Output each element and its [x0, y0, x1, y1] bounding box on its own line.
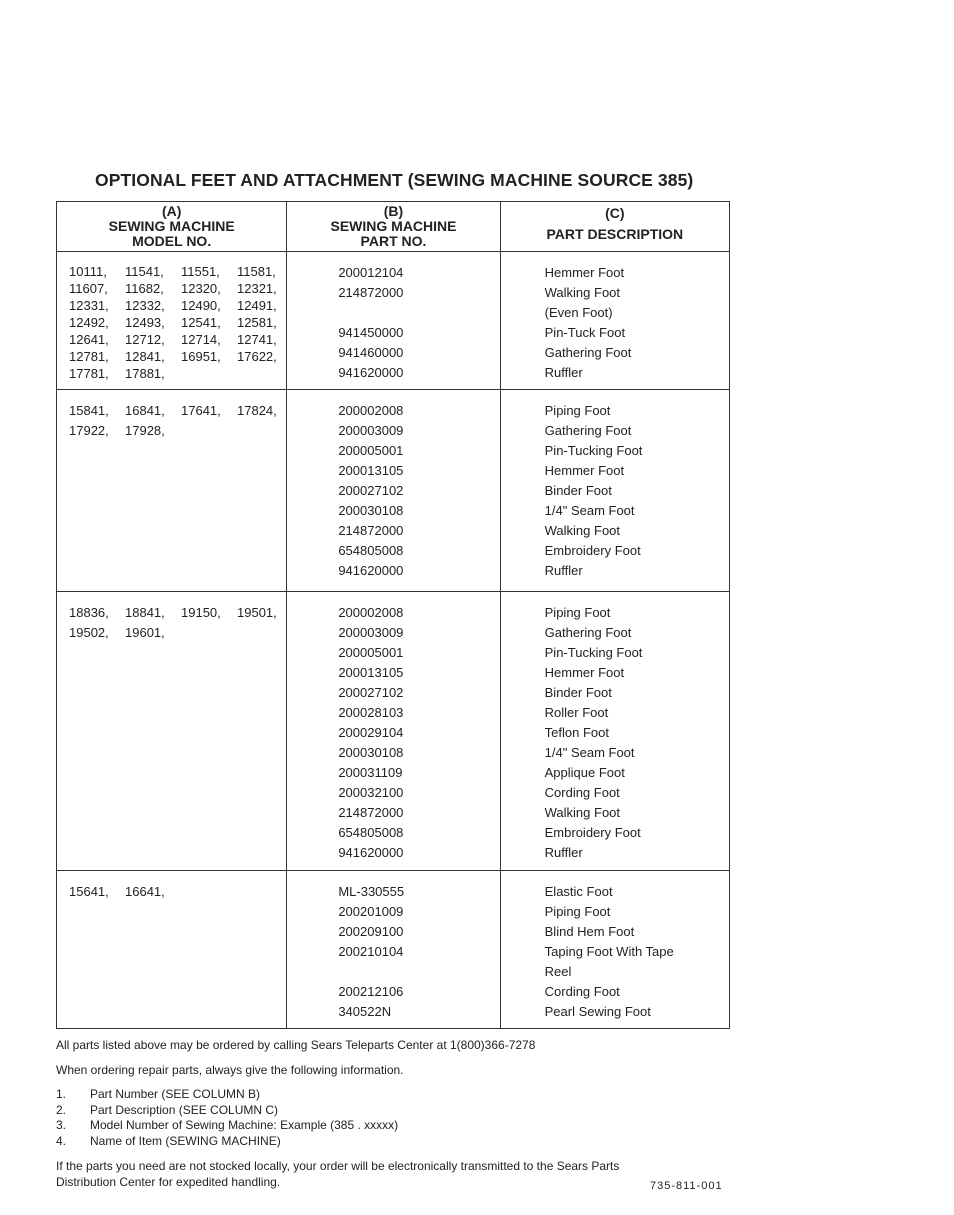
part-number: 200013105 — [338, 665, 404, 680]
model-number-list — [69, 603, 286, 643]
ordering-info-list — [56, 1087, 398, 1149]
document-number: 735-811-001 — [650, 1180, 723, 1192]
model-numbers-cell — [57, 592, 287, 871]
part-number — [338, 303, 499, 323]
part-number: 200027102 — [338, 685, 404, 700]
part-numbers-cell — [287, 390, 500, 592]
column-header-line: PART DESCRIPTION — [546, 225, 684, 242]
part-number: 200002008 — [338, 403, 404, 418]
part-description: Gathering Foot — [544, 345, 632, 360]
model-number: 17641, — [181, 403, 221, 418]
model-number: 12331, — [69, 298, 109, 313]
part-number: 200003009 — [338, 423, 404, 438]
part-description: Binder Foot — [544, 483, 612, 498]
info-intro-note: When ordering repair parts, always give the following information. — [56, 1063, 404, 1077]
column-header-letter: (C) — [605, 204, 625, 221]
column-header-letter: (B) — [383, 203, 404, 219]
model-number: 19150, — [181, 605, 221, 620]
column-header-line: SEWING MACHINE — [108, 218, 235, 234]
part-number: 200012104 — [338, 265, 404, 280]
part-description: Piping Foot — [544, 904, 611, 919]
part-description: Elastic Foot — [544, 884, 613, 899]
list-item — [56, 1103, 398, 1119]
part-number: 200027102 — [338, 483, 404, 498]
model-number: 11541, — [125, 264, 164, 279]
model-number: 12490, — [181, 298, 221, 313]
part-description: Gathering Foot — [544, 423, 632, 438]
part-description: Cording Foot — [544, 785, 620, 800]
part-number: 941620000 — [338, 845, 404, 860]
model-number: 10111, — [69, 264, 107, 279]
part-number: 200028103 — [338, 705, 404, 720]
model-number: 12332, — [125, 298, 165, 313]
part-number: 200210104 — [338, 944, 404, 959]
part-number: 941460000 — [338, 345, 404, 360]
list-item-text: Part Number (SEE COLUMN B) — [90, 1087, 261, 1101]
model-number: 19501, — [237, 605, 277, 620]
part-numbers-cell — [287, 592, 500, 871]
model-number: 18836, — [69, 605, 109, 620]
part-descriptions-cell — [500, 252, 729, 390]
model-number: 19502, — [69, 625, 109, 640]
part-number — [338, 962, 499, 982]
part-number: 654805008 — [338, 543, 404, 558]
part-number: 200032100 — [338, 785, 404, 800]
model-number: 12321, — [237, 281, 277, 296]
part-description: Embroidery Foot — [544, 543, 641, 558]
table-row — [57, 592, 730, 871]
list-item-number: 3. — [56, 1118, 67, 1132]
model-number: 12781, — [69, 349, 109, 364]
model-number: 17881, — [125, 366, 165, 381]
model-number: 12641, — [69, 332, 109, 347]
model-number: 12491, — [237, 298, 277, 313]
part-description: Pin-Tucking Foot — [544, 443, 643, 458]
model-number: 12841, — [125, 349, 165, 364]
order-phone-note: All parts listed above may be ordered by calling Sears Teleparts Center at 1(800)366-7278 — [56, 1038, 536, 1052]
list-item-number: 2. — [56, 1102, 67, 1117]
column-header-model — [57, 202, 287, 252]
part-description: Ruffler — [544, 365, 583, 380]
model-number: 12320, — [181, 281, 221, 296]
table-row — [57, 871, 730, 1029]
model-number: 18841, — [125, 605, 165, 620]
part-description: Walking Foot — [544, 805, 621, 820]
part-number: ML-330555 — [338, 884, 405, 899]
part-description: (Even Foot) — [544, 305, 613, 320]
list-item — [56, 1134, 398, 1150]
model-numbers-cell — [57, 390, 287, 592]
column-header-letter: (A) — [161, 203, 182, 219]
model-number-list — [69, 401, 286, 441]
stock-note-line-1: If the parts you need are not stocked locally, your order will be electronically transmitted to the Sears Parts — [56, 1159, 620, 1173]
part-number: 200030108 — [338, 745, 404, 760]
model-number: 16951, — [181, 349, 221, 364]
model-numbers-cell — [57, 871, 287, 1029]
parts-table — [56, 201, 730, 1029]
part-description: Piping Foot — [544, 403, 611, 418]
part-number: 200031109 — [338, 765, 403, 780]
part-description: Binder Foot — [544, 685, 612, 700]
part-description: Teflon Foot — [544, 725, 609, 740]
model-number: 16841, — [125, 403, 165, 418]
part-number: 200201009 — [338, 904, 404, 919]
model-number: 12493, — [125, 315, 165, 330]
part-description: Reel — [544, 964, 572, 979]
part-number: 340522N — [338, 1004, 392, 1019]
part-number: 941620000 — [338, 365, 404, 380]
part-description: Pin-Tucking Foot — [544, 645, 643, 660]
table-row — [57, 390, 730, 592]
model-number: 17928, — [125, 423, 165, 438]
part-description: Embroidery Foot — [544, 825, 641, 840]
part-description: Pin-Tuck Foot — [544, 325, 626, 340]
part-numbers-cell — [287, 252, 500, 390]
part-number: 941450000 — [338, 325, 404, 340]
column-header-description — [500, 202, 729, 252]
model-number: 15641, — [69, 884, 109, 899]
model-number: 11607, — [69, 281, 108, 296]
part-number: 200003009 — [338, 625, 404, 640]
part-descriptions-cell — [500, 390, 729, 592]
part-description: Roller Foot — [544, 705, 609, 720]
list-item — [56, 1118, 398, 1134]
list-item-text: Part Description (SEE COLUMN C) — [90, 1102, 279, 1117]
list-item-text: Model Number of Sewing Machine: Example (385 . xxxxx) — [90, 1118, 399, 1132]
model-number: 12541, — [181, 315, 221, 330]
page-title: OPTIONAL FEET AND ATTACHMENT (SEWING MACHINE SOURCE 385) — [95, 170, 694, 190]
model-number: 17824, — [237, 403, 277, 418]
part-number: 200005001 — [338, 443, 404, 458]
part-description: Piping Foot — [544, 605, 611, 620]
part-description: Hemmer Foot — [544, 265, 625, 280]
part-number: 214872000 — [338, 805, 404, 820]
part-description: Applique Foot — [544, 765, 625, 780]
table-row — [57, 252, 730, 390]
part-description: Walking Foot — [544, 523, 621, 538]
model-number: 12492, — [69, 315, 109, 330]
part-descriptions-cell — [500, 592, 729, 871]
model-number: 12581, — [237, 315, 277, 330]
part-number: 200002008 — [338, 605, 404, 620]
part-description: Pearl Sewing Foot — [544, 1004, 651, 1019]
model-number: 19601, — [125, 625, 165, 640]
model-number: 11682, — [125, 281, 164, 296]
list-item-number: 1. — [56, 1087, 67, 1101]
list-item-number: 4. — [56, 1133, 67, 1148]
part-description: 1/4" Seam Foot — [544, 503, 635, 518]
part-description: Taping Foot With Tape — [544, 944, 674, 959]
part-descriptions-cell — [500, 871, 729, 1029]
part-description: Cording Foot — [544, 984, 620, 999]
column-header-line: PART NO. — [360, 233, 427, 249]
model-number: 12712, — [125, 332, 165, 347]
part-number: 214872000 — [338, 523, 404, 538]
part-description: Hemmer Foot — [544, 665, 625, 680]
part-number: 200029104 — [338, 725, 404, 740]
model-number: 17622, — [237, 349, 277, 364]
model-number: 16641, — [125, 884, 165, 899]
model-number: 15841, — [69, 403, 109, 418]
model-number: 17781, — [69, 366, 109, 381]
part-description: Walking Foot — [544, 285, 621, 300]
part-number: 200013105 — [338, 463, 404, 478]
model-numbers-cell — [57, 252, 287, 390]
part-number: 200030108 — [338, 503, 404, 518]
model-number: 17922, — [69, 423, 109, 438]
model-number: 12714, — [181, 332, 221, 347]
list-item-text: Name of Item (SEWING MACHINE) — [90, 1133, 281, 1148]
model-number: 11581, — [237, 264, 276, 279]
part-description: Blind Hem Foot — [544, 924, 635, 939]
part-number: 214872000 — [338, 285, 404, 300]
part-description: Hemmer Foot — [544, 463, 625, 478]
column-header-line: SEWING MACHINE — [330, 218, 457, 234]
model-number-list — [69, 882, 286, 902]
part-number: 200005001 — [338, 645, 404, 660]
list-item — [56, 1087, 398, 1103]
part-description: Ruffler — [544, 845, 583, 860]
column-header-part-no — [287, 202, 500, 252]
part-description: Gathering Foot — [544, 625, 632, 640]
model-number: 11551, — [181, 264, 220, 279]
part-numbers-cell — [287, 871, 500, 1029]
part-number: 654805008 — [338, 825, 404, 840]
stock-note-line-2: Distribution Center for expedited handling. — [56, 1175, 281, 1189]
model-number-list — [69, 263, 286, 382]
part-number: 200212106 — [338, 984, 404, 999]
part-number: 941620000 — [338, 563, 404, 578]
table-header-row — [57, 202, 730, 252]
part-number: 200209100 — [338, 924, 404, 939]
part-description: 1/4" Seam Foot — [544, 745, 635, 760]
column-header-line: MODEL NO. — [132, 233, 212, 249]
model-number: 12741, — [237, 332, 277, 347]
part-description: Ruffler — [544, 563, 583, 578]
